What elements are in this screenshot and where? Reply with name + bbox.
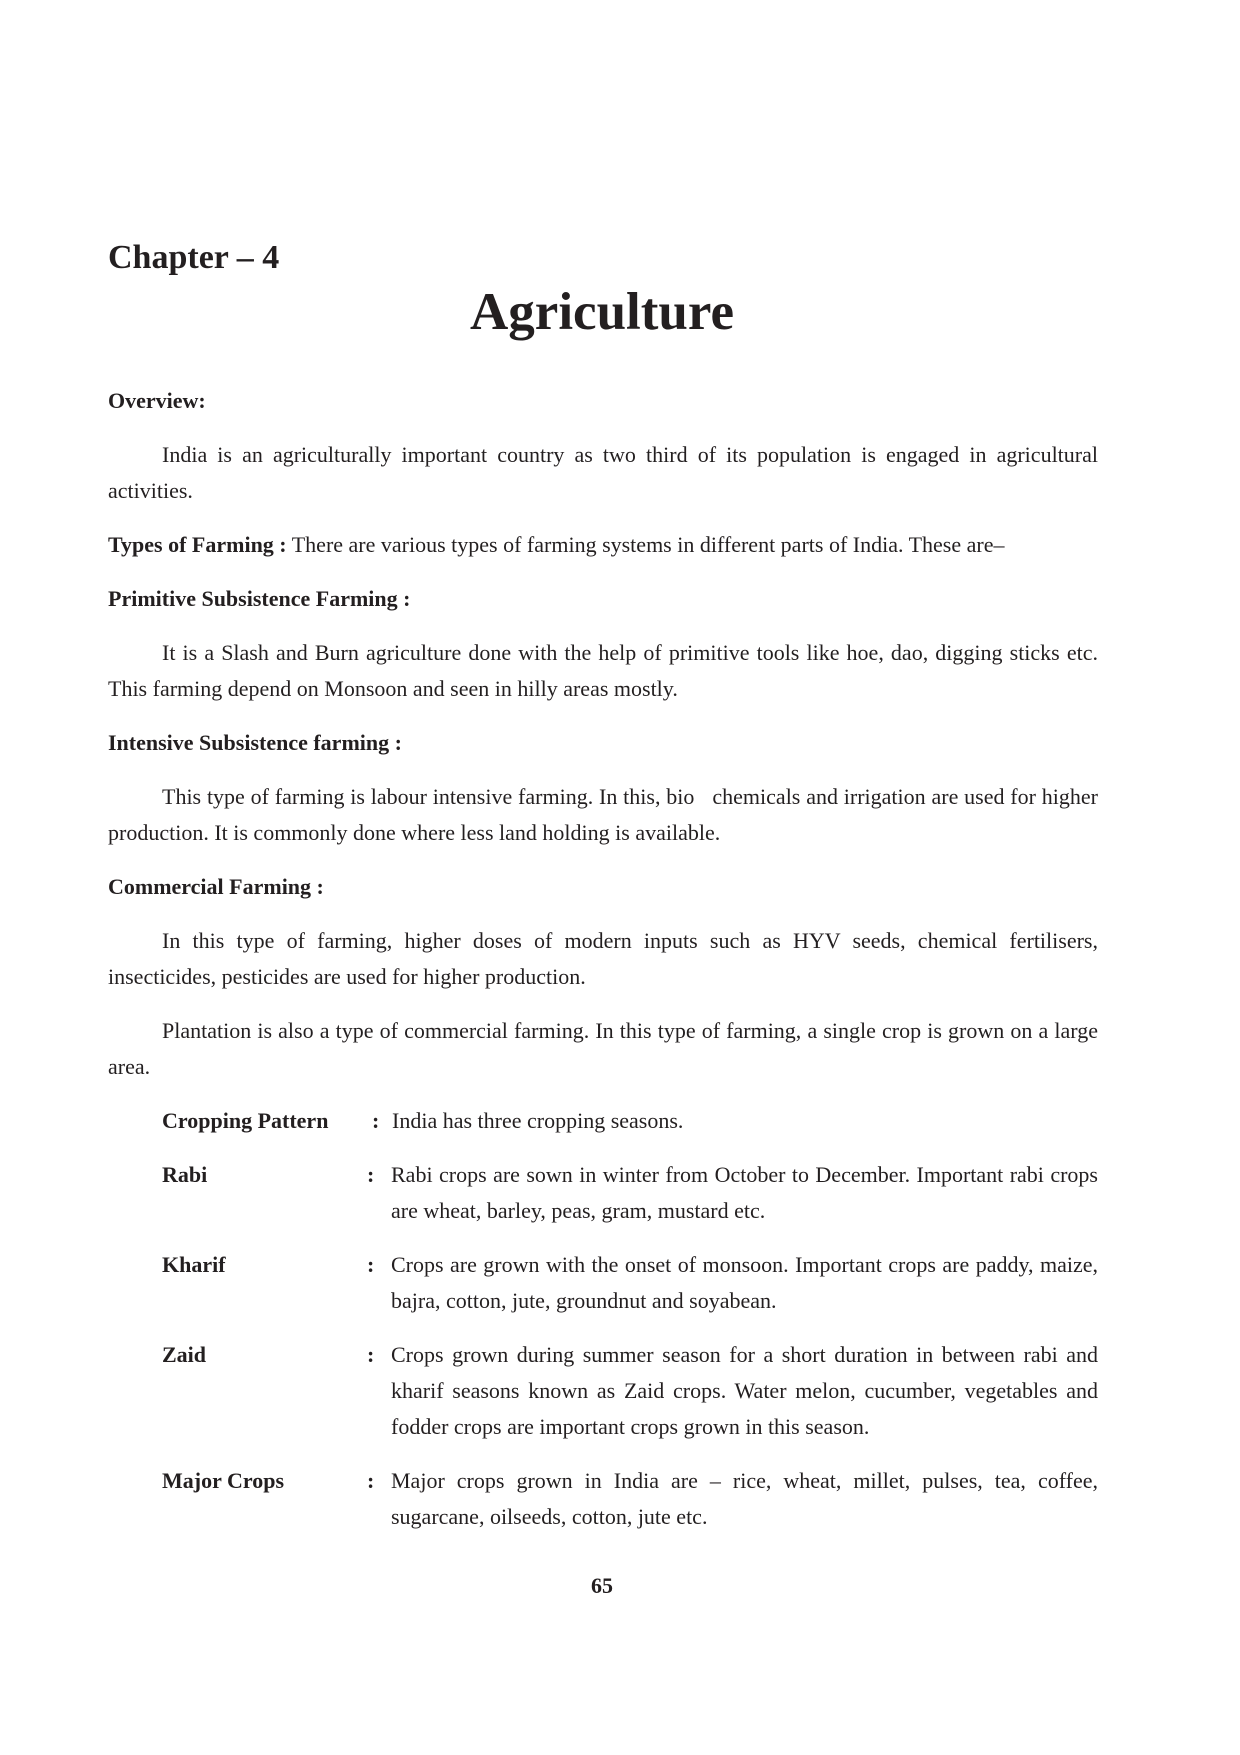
season-row-zaid <box>162 1337 1098 1445</box>
plantation-paragraph: Plantation is also a type of commercial farming. In this type of farming, a single crop is grown on a large area. <box>108 1018 1098 1079</box>
season-term: Kharif <box>162 1252 226 1277</box>
season-colon: : <box>367 1342 375 1367</box>
season-term: Zaid <box>162 1342 207 1367</box>
types-of-farming-label: Types of Farming : <box>108 532 287 557</box>
season-term: Cropping Pattern <box>162 1108 329 1133</box>
types-of-farming-text: There are various types of farming systems in different parts of India. These are– <box>286 532 1005 557</box>
season-term: Major Crops <box>162 1468 285 1493</box>
commercial-farming-heading: Commercial Farming : <box>108 874 324 899</box>
season-colon: : <box>367 1162 375 1187</box>
season-term: Rabi <box>162 1162 208 1187</box>
intensive-farming-paragraph <box>108 779 1098 851</box>
intensive-text-part-2: chemicals and irrigation are used for higher production. It is commonly done where less land holding is available. <box>108 784 1098 845</box>
overview-paragraph: India is an agriculturally important country as two third of its population is engaged in agricultural activities. <box>108 442 1098 503</box>
overview-heading: Overview: <box>108 388 206 413</box>
season-description: Major crops grown in India are – rice, wheat, millet, pulses, tea, coffee, sugarcane, oilseeds, cotton, jute etc. <box>391 1468 1098 1529</box>
season-colon: : <box>372 1108 380 1133</box>
season-description: Crops grown during summer season for a short duration in between rabi and kharif seasons known as Zaid crops. Water melon, cucumber, vegetables and fodder crops are important crops grown in this season. <box>391 1342 1098 1439</box>
season-row-kharif <box>162 1247 1098 1319</box>
primitive-farming-heading: Primitive Subsistence Farming : <box>108 586 411 611</box>
cropping-seasons-list <box>162 1103 1098 1535</box>
season-row-major-crops <box>162 1463 1098 1535</box>
primitive-farming-paragraph: It is a Slash and Burn agriculture done with the help of primitive tools like hoe, dao, digging sticks etc. This farming depend on Monsoon and seen in hilly areas mostly. <box>108 640 1098 701</box>
season-description: Rabi crops are sown in winter from October to December. Important rabi crops are wheat, barley, peas, gram, mustard etc. <box>391 1162 1098 1223</box>
season-row-rabi <box>162 1157 1098 1229</box>
chapter-label: Chapter – 4 <box>108 239 280 276</box>
season-colon: : <box>367 1252 375 1277</box>
page-content <box>108 383 1098 1553</box>
chapter-title: Agriculture <box>470 283 734 341</box>
intensive-farming-heading: Intensive Subsistence farming : <box>108 730 402 755</box>
season-description: Crops are grown with the onset of monsoon. Important crops are paddy, maize, bajra, cotton, jute, groundnut and soyabean. <box>391 1252 1098 1313</box>
season-colon: : <box>367 1468 375 1493</box>
season-description: India has three cropping seasons. <box>392 1108 684 1133</box>
commercial-farming-paragraph: In this type of farming, higher doses of modern inputs such as HYV seeds, chemical fertilisers, insecticides, pesticides are used for higher production. <box>108 928 1098 989</box>
types-of-farming-paragraph <box>108 527 1098 563</box>
page-number: 65 <box>591 1573 613 1598</box>
intensive-text-part-1: This type of farming is labour intensive farming. In this, bio <box>162 784 695 809</box>
season-row-cropping-pattern <box>162 1103 1098 1139</box>
